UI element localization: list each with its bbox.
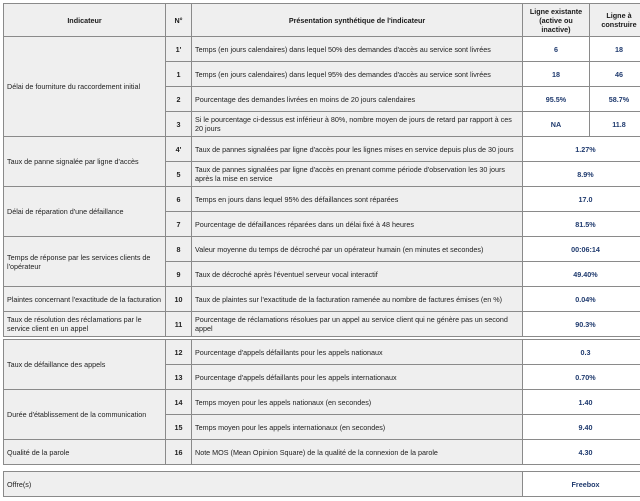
value: 0.04% [523, 287, 640, 312]
offre-value: Freebox [523, 472, 640, 497]
value: 81.5% [523, 212, 640, 237]
indicator-num: 11 [166, 312, 192, 337]
table-row [4, 37, 640, 62]
table-row [4, 187, 640, 212]
indicator-num: 6 [166, 187, 192, 212]
indicator-num: 1 [166, 62, 192, 87]
indicator-desc: Taux de pannes signalées par ligne d'accès pour les lignes mises en service depuis plus de 30 jours [192, 137, 523, 162]
value: 1.40 [523, 390, 640, 415]
indicator-label: Délai de réparation d'une défaillance [4, 187, 166, 237]
value-construire: 18 [590, 37, 640, 62]
indicator-desc: Pourcentage d'appels défaillants pour les appels nationaux [192, 340, 523, 365]
indicator-label: Qualité de la parole [4, 440, 166, 465]
table-row [4, 440, 640, 465]
header-ligne-construire: Ligne à construire [590, 4, 640, 37]
indicator-desc: Valeur moyenne du temps de décroché par un opérateur humain (en minutes et secondes) [192, 237, 523, 262]
indicator-desc: Pourcentage de défaillances réparées dans un délai fixé à 48 heures [192, 212, 523, 237]
indicator-label: Taux de défaillance des appels [4, 340, 166, 390]
table-row [4, 340, 640, 365]
value-existante: 95.5% [523, 87, 590, 112]
indicator-desc: Pourcentage des demandes livrées en moins de 20 jours calendaires [192, 87, 523, 112]
indicator-num: 13 [166, 365, 192, 390]
value: 49.40% [523, 262, 640, 287]
indicator-label: Taux de panne signalée par ligne d'accès [4, 137, 166, 187]
header-indicateur: Indicateur [4, 4, 166, 37]
header-presentation: Présentation synthétique de l'indicateur [192, 4, 523, 37]
indicator-num: 10 [166, 287, 192, 312]
header-num: N° [166, 4, 192, 37]
indicator-desc: Temps moyen pour les appels nationaux (en secondes) [192, 390, 523, 415]
indicator-desc: Pourcentage de réclamations résolues par un appel au service client qui ne génère pas un second appel [192, 312, 523, 337]
indicator-num: 8 [166, 237, 192, 262]
offre-row [4, 472, 640, 497]
indicator-label: Plaintes concernant l'exactitude de la facturation [4, 287, 166, 312]
indicator-num: 1' [166, 37, 192, 62]
header-ligne-existante: Ligne existante (active ou inactive) [523, 4, 590, 37]
indicator-desc: Pourcentage d'appels défaillants pour les appels internationaux [192, 365, 523, 390]
indicator-num: 15 [166, 415, 192, 440]
value: 9.40 [523, 415, 640, 440]
indicator-desc: Temps (en jours calendaires) dans lequel 50% des demandes d'accès au service sont livrées [192, 37, 523, 62]
indicator-num: 12 [166, 340, 192, 365]
indicator-label: Taux de résolution des réclamations par le service client en un appel [4, 312, 166, 337]
indicator-label: Durée d'établissement de la communication [4, 390, 166, 440]
indicator-label: Délai de fourniture du raccordement initial [4, 37, 166, 137]
indicator-desc: Temps moyen pour les appels internationaux (en secondes) [192, 415, 523, 440]
offre-label: Offre(s) [4, 472, 523, 497]
indicator-num: 4' [166, 137, 192, 162]
value: 00:06:14 [523, 237, 640, 262]
table-row [4, 237, 640, 262]
offre-table [3, 471, 640, 497]
value-construire: 46 [590, 62, 640, 87]
indicator-num: 16 [166, 440, 192, 465]
value-construire: 11.8 [590, 112, 640, 137]
value: 0.70% [523, 365, 640, 390]
indicator-desc: Taux de plaintes sur l'exactitude de la facturation ramenée au nombre de factures émises (en %) [192, 287, 523, 312]
value-existante: 18 [523, 62, 590, 87]
indicator-desc: Taux de pannes signalées par ligne d'accès en prenant comme période d'observation les 30 jours après la mise en service [192, 162, 523, 187]
table-row [4, 137, 640, 162]
indicator-num: 9 [166, 262, 192, 287]
indicator-desc: Temps en jours dans lequel 95% des défaillances sont réparées [192, 187, 523, 212]
table-row [4, 390, 640, 415]
call-indicators-table [3, 339, 640, 465]
value: 0.3 [523, 340, 640, 365]
value-construire: 58.7% [590, 87, 640, 112]
indicator-desc: Note MOS (Mean Opinion Square) de la qualité de la connexion de la parole [192, 440, 523, 465]
indicator-label: Temps de réponse par les services clients de l'opérateur [4, 237, 166, 287]
indicator-num: 14 [166, 390, 192, 415]
indicator-num: 5 [166, 162, 192, 187]
indicator-num: 2 [166, 87, 192, 112]
header-row [4, 4, 640, 37]
table-row [4, 312, 640, 337]
indicator-desc: Temps (en jours calendaires) dans lequel 95% des demandes d'accès au service sont livrées [192, 62, 523, 87]
indicator-num: 3 [166, 112, 192, 137]
value: 1.27% [523, 137, 640, 162]
table-row [4, 287, 640, 312]
value: 8.9% [523, 162, 640, 187]
value: 4.30 [523, 440, 640, 465]
value: 90.3% [523, 312, 640, 337]
value: 17.0 [523, 187, 640, 212]
value-existante: NA [523, 112, 590, 137]
indicator-desc: Si le pourcentage ci-dessus est inférieur à 80%, nombre moyen de jours de retard par rapport à ces 20 jours [192, 112, 523, 137]
indicator-num: 7 [166, 212, 192, 237]
indicator-desc: Taux de décroché après l'éventuel serveur vocal interactif [192, 262, 523, 287]
value-existante: 6 [523, 37, 590, 62]
indicators-table [3, 3, 640, 337]
